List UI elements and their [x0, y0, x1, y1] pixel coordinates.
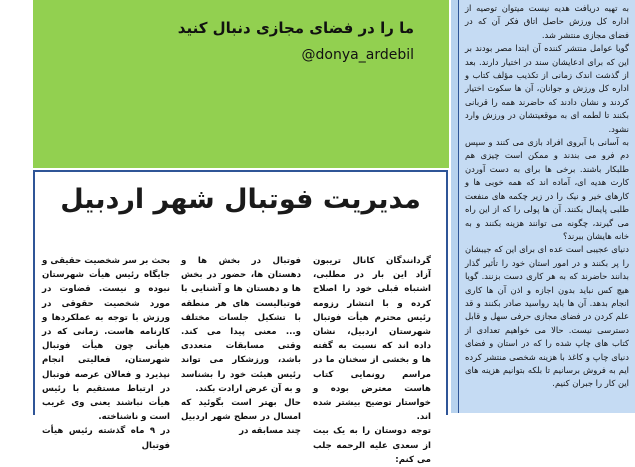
side-paragraph: گویا عوامل منتشر کننده آن ابتدا مصر بودند بر این که برای ادعایشان سند در اختیار دارند. بعد از گذشت اندک زمانی از تکذیب مؤلف کتاب و اداره کل ورزش و جوانان، آن ها سکوت اختیار کردند و نشان دادند که حاضرند همه را قربانی بکنند تا لطمه ای به موقعیتشان در ورزش وارد نشود. [465, 43, 629, 134]
page-margin [0, 0, 33, 413]
social-banner [33, 0, 449, 168]
article-column-1 [313, 254, 431, 467]
article-column-2 [181, 254, 301, 439]
article-paragraph: توجه دوستان را به یک بیت از سعدی علیه الرحمه جلب می کنم: [313, 426, 431, 465]
article-title: مدیریت فوتبال شهر اردبیل [60, 184, 421, 215]
article-column-3 [42, 254, 170, 453]
article-paragraph: فوتبال در بخش ها و دهستان ها، حضور در بخش ها و دهستان ها و آشنایی با فوتبالیست های هر منطقه با تشکیل جلسات مختلف و... معنی پیدا می کند. وقتی مسابقات متعددی باشد، ورزشکار می تواند رئیس هیئت خود را بشناسد و به آن عرض ارادت بکند. [181, 256, 301, 394]
side-paragraph: به تهیه دریافت هدیه نیست میتوان توصیه از اداره کل ورزش حاصل اتاق فکر آن که در فضای مجازی منتشر شد. [465, 3, 629, 40]
article-paragraph: گردانندگان کانال تریبون آزاد این بار در مطلبی، اشتباه قبلی خود را اصلاح کرده و با انتشار رزومه رئیس محترم هیأت فوتبال شهرستان اردبیل، نشان داده اند که نسبت به گفته ها و بخشی از سخنان ما در مراسم رونمایی کتاب هاست معترض بوده و خواستار توضیح بیشتر شده اند. [313, 256, 431, 423]
article-box [33, 170, 448, 465]
article-paragraph: در ۹ ماه گذشته رئیس هیأت فوتبال [42, 426, 170, 451]
article-paragraph: بحث بر سر شخصیت حقیقی و جایگاه رئیس هیأت شهرستان نبوده و نیست. قضاوت در مورد شخصیت حقوقی در ورزش با توجه به عملکردها و کارنامه هاست. زمانی که در هیأتی چون هیأت فوتبال شهرستان، فعالیتی انجام نپذیرد و فعالان عرصه فوتبال در ارتباط مستقیم با رئیس هیأت نباشند یعنی وی غریب است و ناشناخته. [42, 256, 170, 423]
article-paragraph: حال بهتر است بگوئید که امسال در سطح شهر اردبیل چند مسابقه در [181, 398, 301, 437]
side-paragraph: به آسانی با آبروی افراد بازی می کنند و سپس دم فرو می بندند و ممکن است چیزی هم طلبکار باشند. برخی ها برای به دست آوردن کارت هدیه ای، آماده اند که همه خوبی ها و کارهای خیر و نیک را در زیر چکمه های منفعت طلبی پایمال بکنند. آن ها پولی را که از این راه می گیرند، چگونه می توانند هزینه بکنند و به خانه هایشان ببرند؟ [465, 137, 629, 241]
side-column-text [459, 0, 635, 391]
follow-us-text: ما را در فضای مجازی دنبال کنید [177, 19, 414, 37]
side-column [458, 0, 635, 413]
side-paragraph: دنیای عجیبی است عده ای برای این که جیبشان را پر بکنند و در امور استان خود را تأثیر گذار بدانند حاضرند که به هر کاری دست بزنند. گویا هیچ کس نباید بدون اجازه و اذن آن ها کاری انجام بدهد. آن ها باید رواسید صادر بکنند و قد علم کردن در فضای مجازی حرفی سهل و قابل دسترسی نیست. حالا می خواهیم تعدادی از کتاب های چاپ شده را که در استان و فضای دنیای چاپ و کاغذ با هزینه شخصی منتشر کرده ایم به فروش برسانیم تا بلکه بتوانیم هزینه های این کار را جبران کنیم. [465, 244, 629, 389]
instagram-handle: @donya_ardebil [301, 47, 414, 63]
